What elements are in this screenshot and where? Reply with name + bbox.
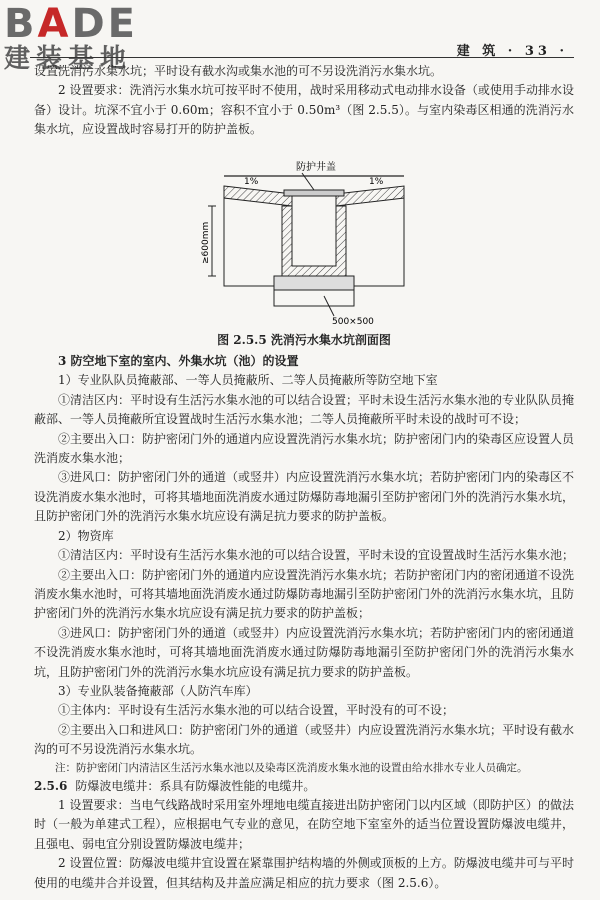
paragraph-location-256: 2 设置位置：防爆波电缆井宜设置在紧靠围护结构墙的外侧或顶板的上方。防爆波电缆井可与平时使用的电缆井合并设置，但其结构及井盖应满足相应的抗力要求（图 2.5.6）。 <box>34 856 574 890</box>
logo-subtitle: 建装基地 <box>4 44 133 74</box>
cover-label: 防护井盖 <box>296 161 336 173</box>
subheading-3: 3）专业队装备掩蔽部（人防汽车库） <box>58 683 258 698</box>
right-slab <box>336 186 404 206</box>
figure-caption: 图 2.5.5 洗消污水集水坑剖面图 <box>217 332 391 347</box>
note: 注：防护密闭门内清洁区生活污水集水池以及染毒区洗消废水集水池的设置由给水排水专业人员确定。 <box>55 761 528 774</box>
list-item: ②主要出入口：防护密闭门外的通道内应设置洗消污水集水坑；若防护密闭门内的密闭通道不设洗消废水集水池时，可将其墙地面洗消废水通过防爆防毒地漏引至防护密闭门外的洗消污水集水坑，且防护密闭门外的洗消污水集水坑应设有满足抗力要求的防护盖板； <box>34 567 575 621</box>
list-item: ③进风口：防护密闭门外的通道（或竖井）内应设置洗消污水集水坑；若防护密闭门内的密闭通道不设洗消废水集水池时，可将其墙地面洗消废水通过防爆防毒地漏引至防护密闭门外的洗消污水集水坑，且防护密闭门外的洗消污水集水坑应设有满足抗力要求的防护盖板。 <box>34 625 575 679</box>
section-number: 2.5.6 <box>34 778 68 793</box>
figure-2-5-5 <box>34 146 574 331</box>
paragraph-continued: 设置洗消污水集水坑；平时设有截水沟或集水池的可不另设洗消污水集水坑。 <box>34 64 443 78</box>
slope-right-label: 1% <box>369 176 384 187</box>
depth-label: ≥600mm <box>201 221 211 264</box>
sump-section-drawing <box>184 146 424 331</box>
list-item: ③进风口：防护密闭门外的通道（或竖井）内应设置洗消污水集水坑；若防护密闭门内的染毒区不设洗消废水集水池时，可将其墙地面洗消废水通过防爆防毒地漏引至防护密闭门外的洗消污水集水坑，且防护密闭门外的洗消污水集水坑应设有满足抗力要求的防护盖板。 <box>34 470 575 524</box>
paragraph-requirements: 2 设置要求：洗消污水集水坑可按平时不使用，战时采用移动式电动排水设备（或使用手动排水设备）设计。坑深不宜小于 0.60m；容积不宜小于 0.50m³（图 2.5.5）。与室内染毒区相通的洗消污水集水坑，应设置战时容易打开的防护盖板。 <box>34 83 574 137</box>
subheading-2: 2）物资库 <box>58 528 114 543</box>
size-label: 500×500 <box>332 316 374 327</box>
list-item: ②主要出入口和进风口：防护密闭门外的通道（或竖井）内应设置洗消污水集水坑；平时设有截水沟的可不另设洗消污水集水坑。 <box>34 722 575 757</box>
paragraph-requirements-256: 1 设置要求：当电气线路战时采用室外埋地电缆直接进出防护密闭门以内区域（即防护区）的做法时（一般为单建式工程），应根据电气专业的意见，在防空地下室室外的适当位置设置防爆波电缆井，且强电、弱电宜分别设置防爆波电缆井； <box>34 797 574 851</box>
heading-item-3: 3 防空地下室的室内、外集水坑（池）的设置 <box>58 354 299 369</box>
protective-cover <box>284 190 344 196</box>
pit-walls <box>282 206 346 276</box>
pit-base <box>274 276 354 290</box>
section-title: 防爆波电缆井：系具有防爆波性能的电缆井。 <box>75 778 316 793</box>
list-item: ①清洁区内：平时设有生活污水集水池的可以结合设置；平时未设生活污水集水池的专业队队员掩蔽部、一等人员掩蔽所宜设置战时生活污水集水池；二等人员掩蔽所平时未设的战时可不设； <box>34 392 575 427</box>
subheading-1: 1）专业队队员掩蔽部、一等人员掩蔽所、二等人员掩蔽所等防空地下室 <box>58 373 438 388</box>
logo-brand: B A DE <box>4 1 138 47</box>
list-item: ①主体内：平时设有生活污水集水池的可以结合设置，平时没有的可不设； <box>58 703 455 718</box>
section-name: 建 筑 <box>456 44 500 59</box>
header-rule <box>30 57 574 58</box>
page-content <box>34 62 574 893</box>
list-item: ②主要出入口：防护密闭门外的通道内应设置洗消污水集水坑；防护密闭门内的染毒区应设置人员洗消废水集水池； <box>34 431 575 466</box>
page-number: · 33 · <box>507 44 568 59</box>
list-item: ①清洁区内：平时设有生活污水集水池的可以结合设置，平时未设的宜设置战时生活污水集水池； <box>58 548 575 563</box>
slope-left-label: 1% <box>244 176 259 187</box>
section-2-5-6-heading <box>34 777 574 796</box>
left-slab <box>224 186 292 206</box>
